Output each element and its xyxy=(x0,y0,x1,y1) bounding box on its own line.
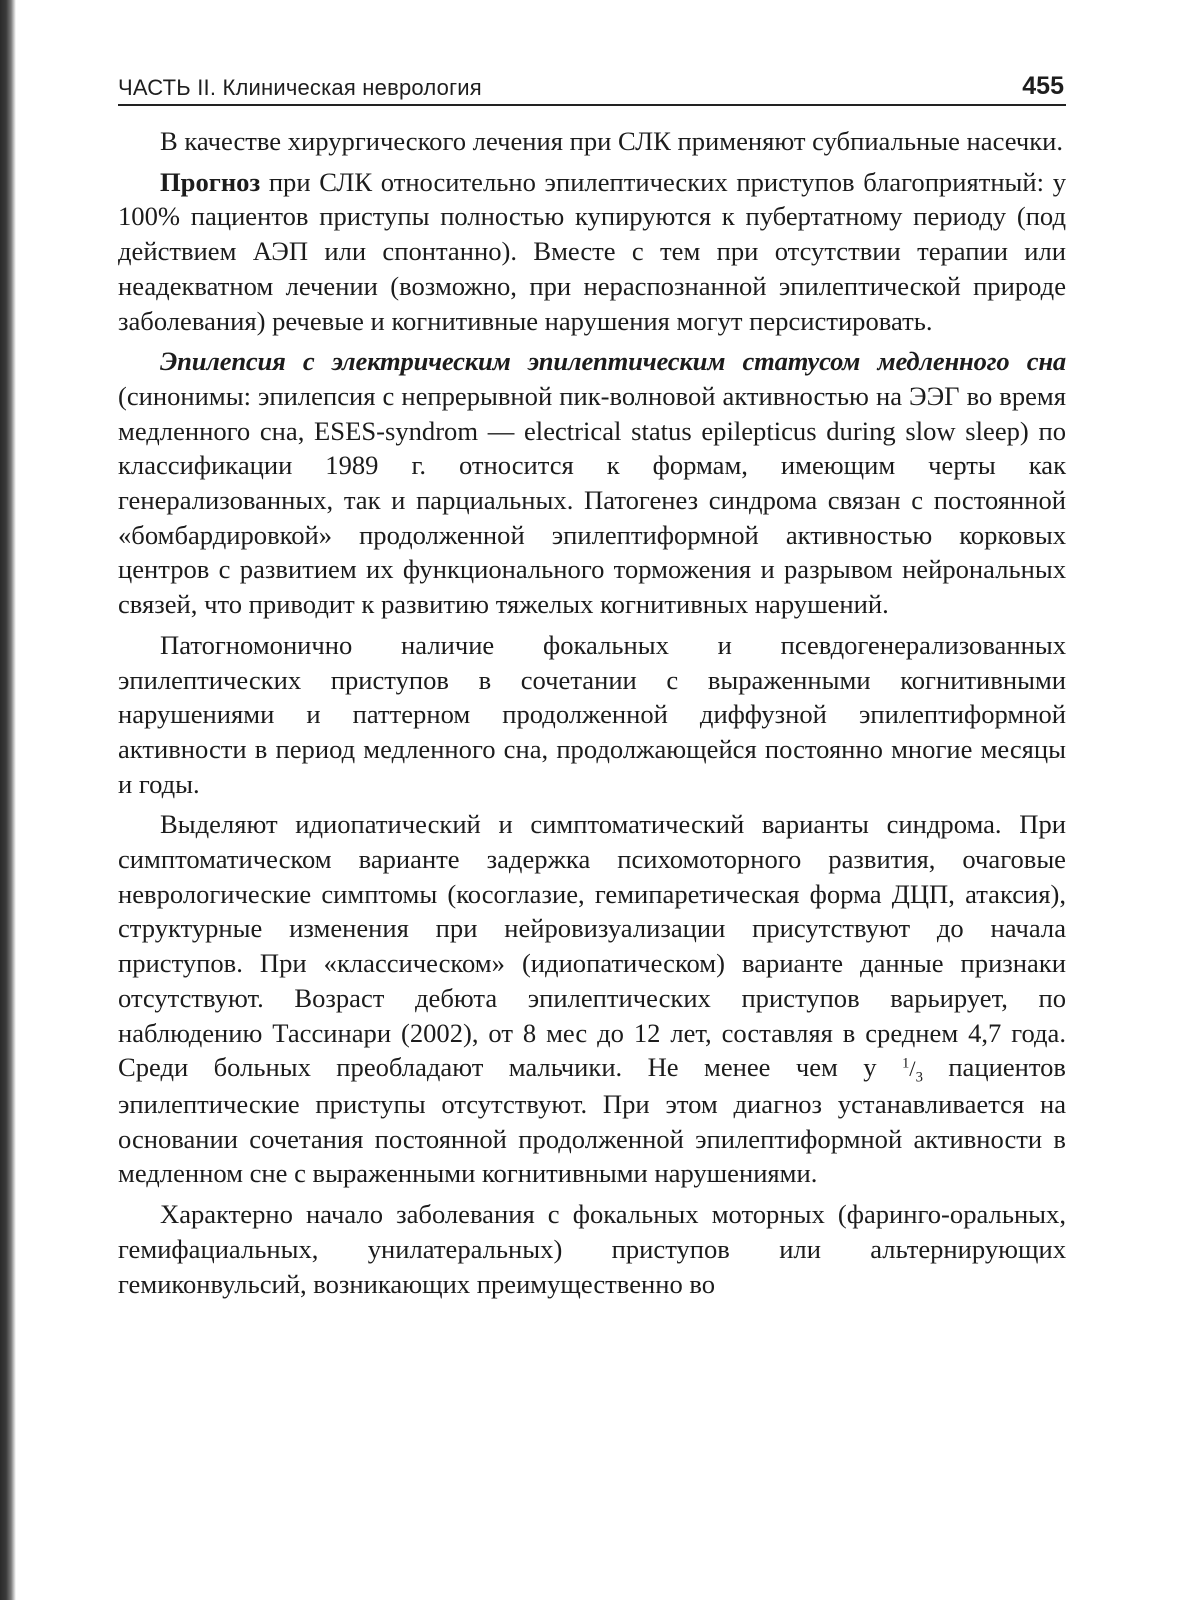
paragraph-text: Выделяют идиопатический и симптоматический варианты синдрома. При симптоматическом варианте задержка психомоторного развития, очаговые неврологические симптомы (косоглазие, гемипаретическая форма ДЦП, атаксия), структурные изменения при нейровизуализации присутствуют до начала приступов. При «классическом» (идиопатическом) варианте данные признаки отсутствуют. Возраст дебюта эпилептических приступов варьирует, по наблюдению Тассинари (2002), от 8 мес до 12 лет, составляя в среднем 4,7 года. Среди больных преобладают мальчики. Не менее чем у xyxy=(118,809,1066,1083)
paragraph-eses-definition xyxy=(118,344,1066,622)
page-number: 455 xyxy=(1022,72,1064,100)
paragraph-text: В качестве хирургического лечения при СЛК применяют субпиальные насечки. xyxy=(160,126,1064,156)
paragraph-text: Характерно начало заболевания с фокальных моторных (фаринго-оральных, гемифациальных, унилатеральных) приступов или альтернирующих гемиконвульсий, возникающих преимущественно во xyxy=(118,1199,1066,1299)
book-page xyxy=(118,68,1066,1301)
fraction-one-third: $^1/_3$ xyxy=(901,1055,923,1086)
term-prognosis: Прогноз xyxy=(160,166,261,197)
body-text xyxy=(118,124,1066,1301)
running-header-section-title: ЧАСТЬ II. Клиническая неврология xyxy=(118,75,482,100)
paragraph-prognosis xyxy=(118,165,1066,339)
paragraph-text: пациентов эпилептические приступы отсутствуют. При этом диагноз устанавливается на основании сочетания постоянной продолженной эпилептиформной активности в медленном сне с выраженными когнитивными нарушениями. xyxy=(118,1052,1066,1189)
fraction-numerator: 1 xyxy=(901,1055,910,1072)
paragraph-text: Патогномонично наличие фокальных и псевдогенерализованных эпилептических приступов в сочетании с выраженными когнитивными нарушениями и паттерном продолженной диффузной эпилептиформной активности в период медленного сна, продолжающейся постоянно многие месяцы и годы. xyxy=(118,629,1066,799)
paragraph-text: при СЛК относительно эпилептических приступов благоприятный: у 100% пациентов приступы полностью купируются к пубертатному периоду (под действием АЭП или спонтанно). Вместе с тем при отсутствии терапии или неадекватном лечении (возможно, при нераспознанной эпилептической природе заболевания) речевые и когнитивные нарушения могут персистировать. xyxy=(118,166,1066,336)
paragraph-pathognomonic xyxy=(118,628,1066,802)
paragraph-onset xyxy=(118,1197,1066,1301)
term-eses-syndrome: Эпилепсия с электрическим эпилептическим статусом медленного сна xyxy=(160,346,1066,377)
paragraph-surgical-treatment xyxy=(118,124,1066,159)
page-binding-edge xyxy=(0,0,16,1600)
running-header xyxy=(118,68,1066,106)
paragraph-text: (синонимы: эпилепсия с непрерывной пик-волновой активностью на ЭЭГ во время медленного сна, ESES-syndrom — electrical status epilepticus during slow sleep) по классификации 1989 г. относится к формам, имеющим черты как генерализованных, так и парциальных. Патогенез синдрома связан с постоянной «бомбардировкой» продолженной эпилептиформной активностью корковых центров с развитием их функционального торможения и разрывом нейрональных связей, что приводит к развитию тяжелых когнитивных нарушений. xyxy=(118,380,1066,620)
fraction-denominator: 3 xyxy=(915,1069,923,1086)
paragraph-variants xyxy=(118,807,1066,1191)
